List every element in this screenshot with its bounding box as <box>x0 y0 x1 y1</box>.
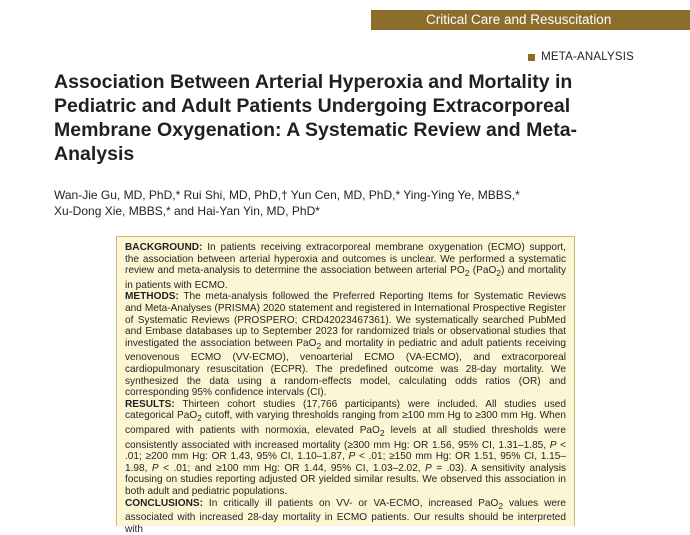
journal-section-banner <box>371 10 690 30</box>
abstract-background: BACKGROUND: In patients receiving extracorporeal membrane oxygenation (ECMO) support, the association between arterial hyperoxia and outcomes is unclear. We performed a systematic review and meta-analysis to determine the association between arterial $PO_2$ (PaO$_2$) and mortality in patients with ECMO. <box>125 242 566 291</box>
abstract-results: RESULTS: Thirteen cohort studies (17,766 participants) were included. All studies used categorical PaO$_2$ cutoff, with varying thresholds ranging from ≥100 mm Hg to ≥300 mm Hg. When compared with patients with normoxia, elevated PaO$_2$ levels at all studied thresholds were consistently associated with increased mortality (≥300 mm Hg: OR 1.56, 95% CI, 1.31–1.85, P < .01; ≥200 mm Hg: OR 1.43, 95% CI, 1.10–1.87, P < .01; ≥150 mm Hg: OR 1.51, 95% CI, 1.15–1.98, P < .01; and ≥100 mm Hg: OR 1.44, 95% CI, 1.03–2.02, P = .03). A sensitivity analysis focusing on studies reporting adjusted OR yielded similar results. We observed this association in both adult and pediatric populations. <box>125 398 567 497</box>
article-type-label <box>528 51 634 63</box>
article-type-text: META-ANALYSIS <box>541 51 634 63</box>
author-line: Xu-Dong Xie, MBBS,* and Hai-Yan Yin, MD, PhD* <box>54 204 320 218</box>
abstract-methods: METHODS: The meta-analysis followed the Preferred Reporting Items for Systematic Reviews and Meta-Analyses (PRISMA) 2020 statement and registered in International Prospective Register of Systematic Reviews (PROSPERO; CRD42023467361). We systematically searched PubMed and Embase databases up to September 2023 for randomized trials or observational studies that investigated the association between PaO$_2$ and mortality in pediatric and adult patients receiving venovenous ECMO (VV-ECMO), venoarterial ECMO (VA-ECMO), and extracorporeal cardiopulmonary resuscitation (ECPR). The predefined outcome was 28-day mortality. We synthesized the data using a random-effects model, calculating odds ratios (OR) and corresponding 95% confidence intervals (CI). <box>125 291 566 399</box>
abstract-heading: METHODS: <box>125 291 179 303</box>
journal-section-title: Critical Care and Resuscitation <box>426 12 612 27</box>
square-bullet-icon <box>528 54 535 61</box>
abstract-heading: CONCLUSIONS: <box>125 497 203 509</box>
abstract-conclusions: CONCLUSIONS: In critically ill patients on VV- or VA-ECMO, increased PaO$_2$ values were associated with increased 28-day mortality in ECMO patients. Our results should be interpreted with <box>125 497 566 535</box>
author-list <box>54 187 654 219</box>
abstract-heading: RESULTS: <box>125 398 175 410</box>
author-line: Wan-Jie Gu, MD, PhD,* Rui Shi, MD, PhD,† Yun Cen, MD, PhD,* Ying-Ying Ye, MBBS,* <box>54 188 520 202</box>
article-title: Association Between Arterial Hyperoxia and Mortality in Pediatric and Adult Patients Undergoing Extracorporeal Membrane Oxygenation: A Systematic Review and Meta-Analysis <box>54 71 578 165</box>
abstract-heading: BACKGROUND: <box>125 242 203 253</box>
abstract-box <box>116 236 575 535</box>
